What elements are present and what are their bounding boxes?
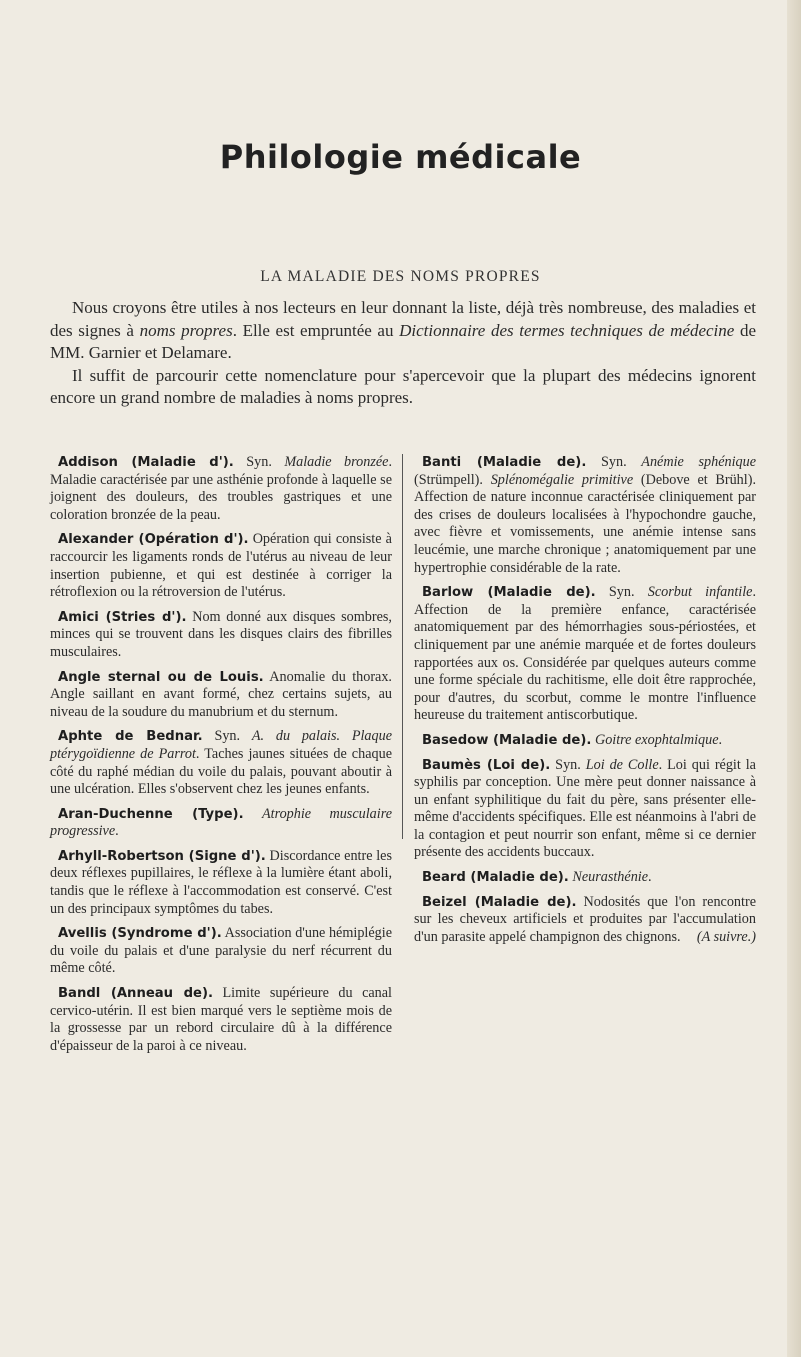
entry-term: Beard (Maladie de).	[422, 870, 569, 886]
entry-definition: A. du palais. Plaque ptérygoïdienne de Parrot	[50, 728, 393, 762]
glossary-entry	[50, 848, 392, 918]
article-subtitle: LA MALADIE DES NOMS PROPRES	[260, 268, 541, 285]
entry-term: Arhyll-Robertson (Signe d').	[58, 848, 266, 864]
entry-definition: .	[115, 823, 119, 840]
glossary-columns	[50, 454, 756, 1354]
glossary-entry	[50, 531, 392, 601]
glossary-entry	[50, 609, 392, 662]
entry-definition: Maladie bronzée	[284, 454, 389, 470]
entry-definition: .	[718, 731, 723, 748]
entry-definition: Neurasthénie	[572, 869, 649, 886]
entry-term: Bandl (Anneau de).	[58, 986, 214, 1002]
entry-definition: Syn.	[595, 584, 648, 601]
column-divider	[402, 454, 403, 839]
entry-definition: . Affection de la première enfance, caractérisée anatomiquement par des hémorrhagies sous-périostées, et cliniquement par une anémie marquée et de fortes douleurs rapportées aux os. Considérée par quelques auteurs comme une forme spéciale du rachitisme, elle doit être rapprochée, pour d'autres, du scorbut, comme le montre l'influence heureuse du traitement antiscorbutique.	[414, 584, 756, 724]
entry-term: Basedow (Maladie de).	[422, 732, 592, 748]
entry-definition: Syn.	[233, 454, 285, 470]
entry-definition: Syn.	[550, 756, 586, 773]
intro-paragraph-1: Nous croyons être utiles à nos lecteurs en leur donnant la liste, déjà très nombreuse, des maladies et des signes à noms propres. Elle est empruntée au Dictionnaire des termes techniques de médecine de MM. Garnier et Delamare.	[50, 298, 756, 362]
glossary-left-column	[50, 454, 392, 1062]
glossary-entry	[50, 454, 392, 524]
page-edge	[787, 0, 801, 1357]
glossary-entry	[50, 728, 392, 798]
entry-definition: Scorbut infantile	[647, 584, 753, 601]
glossary-entry	[414, 584, 756, 725]
entry-definition: Anémie sphénique	[641, 454, 757, 470]
entry-definition: Association d'une hémiplégie du voile du palais et d'une paralysie du nerf récurrent du même côté.	[50, 925, 392, 977]
entry-definition: Syn.	[586, 454, 642, 470]
glossary-right-column	[414, 454, 756, 953]
entry-term: Aphte de Bednar.	[58, 729, 203, 745]
entry-term: Amici (Stries d').	[58, 609, 187, 625]
entry-definition: Nom donné aux disques sombres, minces qui se trouvent dans les disques clairs des fibrilles musculaires.	[50, 608, 392, 660]
entry-definition: . Maladie caractérisée par une asthénie profonde à laquelle se joignent des douleurs, des troubles gastriques et une coloration bronzée de la peau.	[50, 454, 392, 523]
glossary-entry	[50, 669, 392, 722]
entry-term: Alexander (Opération d').	[58, 532, 249, 548]
entry-definition: . Loi qui régit la syphilis par conception. Une mère peut donner naissance à un enfant syphilitique du fait du père, sans présenter elle-même d'accidents spécifiques. Elle est néanmoins à l'abri de la contagion et peut nourrir son enfant, même si ce dernier présente des accidents buccaux.	[414, 756, 756, 861]
entry-definition: Goitre exophtalmique	[594, 731, 719, 748]
entry-definition: Anomalie du thorax. Angle saillant en avant formé, chez certains sujets, au niveau de la soudure du manubrium et du sternum.	[50, 668, 392, 720]
entry-term: Banti (Maladie de).	[422, 455, 587, 470]
entry-definition: (Strümpell).	[414, 471, 491, 488]
entry-definition: .	[648, 869, 652, 886]
entry-definition	[244, 806, 262, 822]
glossary-entry	[414, 454, 756, 577]
entry-definition: Discordance entre les deux réflexes pupillaires, le réflexe à la lumière étant aboli, tandis que le réflexe à l'accommodation est conservé. C'est un des principaux symptômes du tabes.	[50, 847, 392, 917]
entry-term: Avellis (Syndrome d').	[58, 926, 222, 942]
glossary-entry	[414, 869, 756, 887]
entry-term: Aran-Duchenne (Type).	[58, 806, 244, 822]
entry-definition: (Debove et Brühl). Affection de nature inconnue caractérisée cliniquement par des crises de douleurs localisées à l'hypochondre gauche, avec fièvre et vomissements, une anémie intense sans leucémie, une marche chronique ; anatomiquement par une hypertrophie considérable de la rate.	[414, 471, 756, 576]
glossary-entry	[414, 757, 756, 863]
entry-term: Angle sternal ou de Louis.	[58, 669, 264, 685]
entry-definition: Syn.	[202, 728, 252, 745]
entry-definition: Limite supérieure du canal cervico-utérin. Il est bien marqué vers le septième mois de la grossesse par un rebord circulaire dû à la différence d'épaisseur de la paroi à ce niveau.	[50, 985, 392, 1054]
page-title: Philologie médicale	[219, 138, 582, 176]
glossary-entry	[50, 925, 392, 978]
entry-term: Baumès (Loi de).	[422, 757, 551, 773]
entry-definition: Splénomégalie primitive	[490, 471, 634, 488]
glossary-entry	[50, 985, 392, 1055]
entry-definition: Nodosités que l'on rencontre sur les cheveux artificiels et produites par l'accumulation d'un parasite appelé champignon des chignons.	[414, 893, 756, 945]
entry-term: Barlow (Maladie de).	[422, 585, 596, 601]
intro-text	[50, 297, 756, 410]
glossary-entry	[414, 732, 756, 750]
glossary-entry	[414, 894, 756, 947]
continued-note: (A suivre.)	[696, 928, 756, 945]
entry-definition: Loi de Colle	[585, 756, 659, 773]
entry-definition: Opération qui consiste à raccourcir les ligaments ronds de l'utérus au niveau de leur insertion pubienne, et qui est destinée à corriger la rétroflexion ou la rétroversion de l'utérus.	[50, 531, 392, 601]
entry-term: Addison (Maladie d').	[58, 455, 234, 470]
entry-definition: . Taches jaunes situées de chaque côté du raphé médian du voile du palais, pouvant aboutir à une ulcération. Elles s'observent chez les jeunes enfants.	[50, 745, 392, 798]
entry-term: Beizel (Maladie de).	[422, 894, 577, 910]
intro-paragraph-2: Il suffit de parcourir cette nomenclature pour s'apercevoir que la plupart des médecins ignorent encore un grand nombre de maladies à noms propres.	[50, 365, 756, 407]
glossary-entry	[50, 806, 392, 841]
entry-definition: Atrophie musculaire progressive	[50, 805, 392, 840]
